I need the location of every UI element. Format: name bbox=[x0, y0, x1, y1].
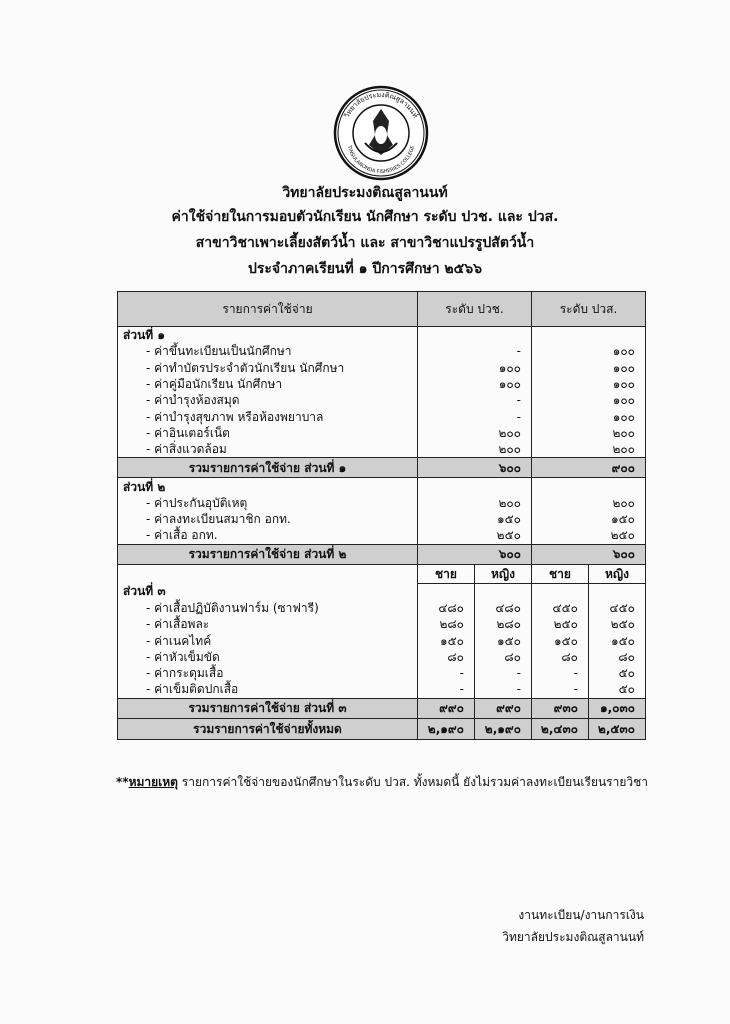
table-row: - ค่ากระดุมเสื้อ - - - ๕๐ bbox=[118, 665, 646, 681]
header-diploma: ระดับ ปวส. bbox=[532, 292, 646, 327]
header-female: หญิง bbox=[475, 564, 532, 583]
header-male: ชาย bbox=[532, 564, 589, 583]
table-row: - ค่าเสื้อพละ ๒๘๐ ๒๘๐ ๒๕๐ ๒๕๐ bbox=[118, 616, 646, 632]
table-row: - ค่าหัวเข็มขัด ๘๐ ๘๐ ๘๐ ๘๐ bbox=[118, 649, 646, 665]
table-row: - ค่าคู่มือนักเรียน นักศึกษา ๑๐๐ ๑๐๐ bbox=[118, 376, 646, 392]
college-title: วิทยาลัยประมงติณสูลานนท์ bbox=[282, 185, 448, 201]
table-row: - ค่าเสื้อ อกท. ๒๕๐ ๒๕๐ bbox=[118, 527, 646, 544]
header-item: รายการค่าใช้จ่าย bbox=[118, 292, 418, 327]
header-female: หญิง bbox=[589, 564, 646, 583]
part3-total-row: รวมรายการค่าใช้จ่าย ส่วนที่ ๓ ๙๙๐ ๙๙๐ ๙๓๐ ๑,๐๓๐ bbox=[118, 698, 646, 718]
table-row: - ค่าบำรุงสุขภาพ หรือห้องพยาบาล - ๑๐๐ bbox=[118, 408, 646, 424]
part2-total-row: รวมรายการค่าใช้จ่าย ส่วนที่ ๒ ๖๐๐ ๖๐๐ bbox=[118, 544, 646, 564]
table-header-row bbox=[118, 292, 646, 327]
note-keyword: หมายเหตุ bbox=[128, 775, 178, 789]
part1-total-row: รวมรายการค่าใช้จ่าย ส่วนที่ ๑ ๖๐๐ ๙๐๐ bbox=[118, 458, 646, 478]
table-row: - ค่าประกันอุบัติเหตุ ๒๐๐ ๒๐๐ bbox=[118, 495, 646, 511]
signature-college: วิทยาลัยประมงติณสูลานนท์ bbox=[502, 930, 644, 944]
table-row: - ค่าเข็มติดปกเสื้อ - - - ๕๐ bbox=[118, 681, 646, 698]
fee-table bbox=[117, 291, 646, 740]
college-seal-logo bbox=[331, 85, 431, 181]
program-title: สาขาวิชาเพาะเลี้ยงสัตว์น้ำ และ สาขาวิชาแปรรูปสัตว์น้ำ bbox=[195, 235, 535, 251]
table-row: - ค่าอินเตอร์เน็ต ๒๐๐ ๒๐๐ bbox=[118, 425, 646, 441]
part1-section bbox=[118, 327, 646, 478]
table-row: - ค่าเสื้อปฏิบัติงานฟาร์ม (ซาฟารี) ๔๘๐ ๔๘๐ ๔๕๐ ๔๕๐ bbox=[118, 600, 646, 616]
table-row: - ค่าขึ้นทะเบียนเป็นนักศึกษา - ๑๐๐ bbox=[118, 343, 646, 359]
table-row: - ค่าทำบัตรประจำตัวนักเรียน นักศึกษา ๑๐๐ ๑๐๐ bbox=[118, 360, 646, 376]
term-title: ประจำภาคเรียนที่ ๑ ปีการศึกษา ๒๕๖๖ bbox=[247, 261, 483, 277]
svg-text:วิทยาลัยประมงติณสูลานนท์: วิทยาลัยประมงติณสูลานนท์ bbox=[342, 90, 420, 120]
header-vocational: ระดับ ปวช. bbox=[418, 292, 532, 327]
header-male: ชาย bbox=[418, 564, 475, 583]
table-row: - ค่าเนคไทค์ ๑๕๐ ๑๕๐ ๑๕๐ ๑๕๐ bbox=[118, 632, 646, 648]
gender-header-row bbox=[118, 564, 646, 583]
part2-section bbox=[118, 478, 646, 564]
note-text: รายการค่าใช้จ่ายของนักศึกษาในระดับ ปวส. ทั้งหมดนี้ ยังไม่รวมค่าลงทะเบียนเรียนรายวิชา bbox=[177, 775, 649, 789]
note-stars: ** bbox=[116, 775, 129, 789]
table-row: - ค่าสิ่งแวดล้อม ๒๐๐ ๒๐๐ bbox=[118, 441, 646, 458]
svg-text:TINSULANONDA FISHERIES COLLEGE: TINSULANONDA FISHERIES COLLEGE bbox=[345, 145, 417, 176]
table-row: - ค่าลงทะเบียนสมาชิก อกท. ๑๕๐ ๑๕๐ bbox=[118, 511, 646, 527]
part3-label: ส่วนที่ ๓ bbox=[118, 583, 418, 600]
grand-total-row: รวมรายการค่าใช้จ่ายทั้งหมด ๒,๑๙๐ ๒,๑๙๐ ๒,๔๓๐ ๒,๕๓๐ bbox=[118, 718, 646, 739]
part1-label: ส่วนที่ ๑ bbox=[118, 327, 418, 344]
part2-label: ส่วนที่ ๒ bbox=[118, 478, 418, 495]
part3-section bbox=[118, 564, 646, 718]
remark-note bbox=[116, 773, 648, 792]
signature-department: งานทะเบียน/งานการเงิน bbox=[518, 908, 644, 922]
table-row: - ค่าบำรุงห้องสมุด - ๑๐๐ bbox=[118, 392, 646, 408]
document-title: ค่าใช้จ่ายในการมอบตัวนักเรียน นักศึกษา ระดับ ปวช. และ ปวส. bbox=[171, 209, 559, 225]
